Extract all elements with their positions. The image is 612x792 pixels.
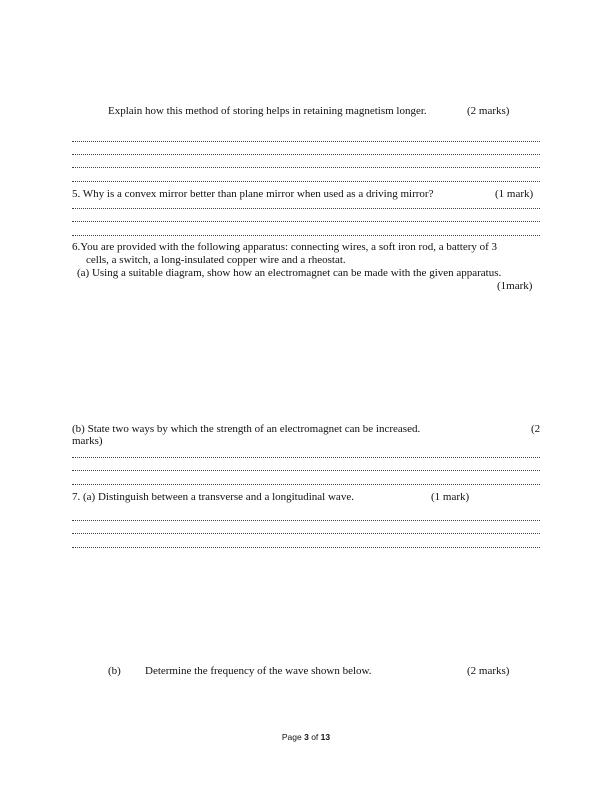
answer-line	[72, 533, 540, 534]
question-4-text: Explain how this method of storing helps in retaining magnetism longer.	[108, 105, 427, 117]
question-7a-marks: (1 mark)	[431, 491, 470, 503]
answer-line	[72, 167, 540, 168]
question-6-line1: 6.You are provided with the following apparatus: connecting wires, a soft iron rod, a battery of 3	[72, 241, 498, 253]
answer-line	[72, 154, 540, 155]
answer-line	[72, 181, 540, 182]
question-6b-marks: (2	[531, 423, 541, 435]
question-7a-text: 7. (a) Distinguish between a transverse and a longitudinal wave.	[72, 491, 354, 503]
answer-line	[72, 235, 540, 236]
answer-line	[72, 457, 540, 458]
answer-line	[72, 484, 540, 485]
answer-line	[72, 470, 540, 471]
answer-line	[72, 520, 540, 521]
answer-line	[72, 221, 540, 222]
current-page: 3	[304, 732, 309, 742]
footer-of: of	[308, 732, 321, 742]
question-7b-text: Determine the frequency of the wave shown below.	[145, 665, 372, 677]
question-6b-text: (b) State two ways by which the strength of an electromagnet can be increased.	[72, 423, 421, 435]
question-6a-text: (a) Using a suitable diagram, show how an electromagnet can be made with the given apparatus.	[77, 267, 502, 279]
total-pages: 13	[320, 732, 331, 742]
question-5-marks: (1 mark)	[495, 188, 534, 200]
footer-prefix: Page	[281, 732, 305, 742]
question-6-line2: cells, a switch, a long-insulated copper wire and a rheostat.	[86, 254, 346, 266]
answer-line	[72, 547, 540, 548]
question-7b-label: (b)	[108, 665, 121, 677]
answer-line	[72, 141, 540, 142]
answer-line	[72, 208, 540, 209]
question-5-text: 5. Why is a convex mirror better than plane mirror when used as a driving mirror?	[72, 188, 434, 200]
question-4-marks: (2 marks)	[467, 105, 510, 117]
page-footer	[0, 732, 612, 742]
question-6a-marks: (1mark)	[497, 280, 533, 292]
question-7b-marks: (2 marks)	[467, 665, 510, 677]
question-6b-marks-cont: marks)	[72, 435, 103, 447]
